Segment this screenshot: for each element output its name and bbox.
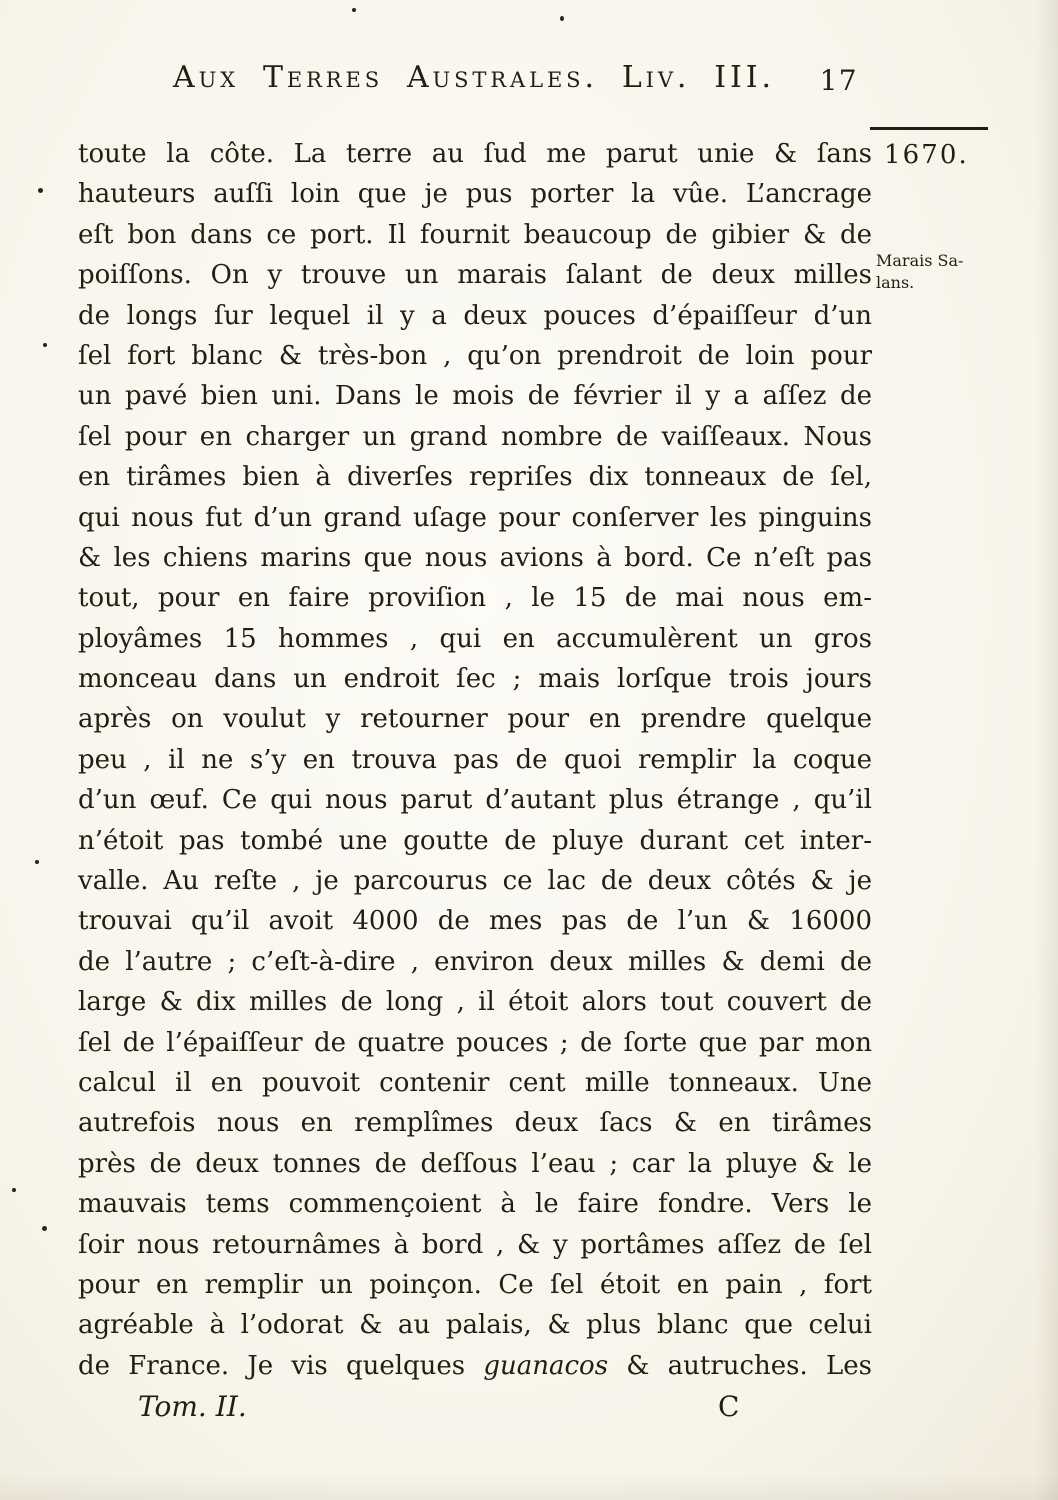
body-line: calcul il en pouvoit contenir cent mille tonneaux. Une [78, 1067, 872, 1098]
body-line: pour en remplir un poinçon. Ce ſel étoit en pain , fort [78, 1269, 872, 1300]
body-line: toute la côte. La terre au ſud me parut unie & ſans [78, 139, 872, 169]
body-line: en tirâmes bien à diverſes repriſes dix tonneaux de ſel, [78, 462, 872, 493]
sidenote-line: lans. [876, 273, 915, 292]
body-line: valle. Au reſte , je parcourus ce lac de deux côtés & je [78, 866, 872, 897]
margin-year-rule [870, 127, 988, 130]
ink-speck [42, 1226, 47, 1231]
body-line: peu , il ne s’y en trouva pas de quoi remplir la coque [78, 744, 872, 775]
body-text: de France. Je vis quelques [78, 1350, 484, 1381]
body-line: eſt bon dans ce port. Il fournit beaucoup de gibier & de [78, 219, 872, 250]
sidenote-line: Marais Sa- [876, 251, 964, 270]
body-line: large & dix milles de long , il étoit alors tout couvert de [78, 987, 872, 1018]
body-line: monceau dans un endroit ſec ; mais lorſque trois jours [78, 664, 872, 695]
page-title: Aux Terres Australes. Liv. III. [173, 60, 775, 95]
tome-label: Tom. II. [138, 1390, 247, 1423]
body-text-italic: guanacos [483, 1350, 609, 1381]
body-line: d’un œuf. Ce qui nous parut d’autant plus étrange , qu’il [78, 785, 872, 816]
body-line-last [78, 1346, 872, 1386]
body-line: poiſſons. On y trouve un marais ſalant de deux milles [78, 260, 872, 291]
body-line: de l’autre ; c’eſt-à-dire , environ deux milles & demi de [78, 946, 872, 977]
margin-sidenote [876, 250, 1006, 294]
body-line: après on voulut y retourner pour en prendre quelque [78, 704, 872, 735]
body-line: n’étoit pas tombé une goutte de pluye durant cet inter- [78, 825, 872, 856]
page-edge-shading [0, 1474, 1058, 1500]
body-line: près de deux tonnes de deſſous l’eau ; car la pluye & le [78, 1148, 872, 1179]
page-number: 17 [819, 64, 858, 97]
body-line: ſel pour en charger un grand nombre de vaiſſeaux. Nous [78, 421, 872, 452]
body-line: trouvai qu’il avoit 4000 de mes pas de l’un & 16000 [78, 906, 872, 937]
margin-year: 1670. [884, 140, 969, 170]
body-line: autrefois nous en remplîmes deux ſacs & en tirâmes [78, 1108, 872, 1139]
body-line: tout, pour en faire proviſion , le 15 de mai nous em- [78, 583, 872, 614]
body-line: qui nous fut d’un grand uſage pour conſerver les pinguins [78, 502, 872, 533]
body-line: ployâmes 15 hommes , qui en accumulèrent un gros [78, 623, 872, 654]
body-line: ſoir nous retournâmes à bord , & y portâmes aſſez de ſel [78, 1229, 872, 1260]
body-line: ſel de l’épaiſſeur de quatre pouces ; de ſorte que par mon [78, 1027, 872, 1058]
body-line: un pavé bien uni. Dans le mois de février il y a aſſez de [78, 381, 872, 412]
ink-speck [12, 1188, 16, 1192]
ink-speck [43, 343, 47, 347]
body-line: mauvais tems commençoient à le faire fondre. Vers le [78, 1189, 872, 1220]
page-footer [78, 1390, 872, 1440]
body-line: & les chiens marins que nous avions à bord. Ce n’eſt pas [78, 542, 872, 573]
ink-speck [560, 16, 564, 21]
body-line: de longs ſur lequel il y a deux pouces d’épaiſſeur d’un [78, 300, 872, 331]
body-text-block [78, 134, 872, 1386]
body-line: ſel fort blanc & très-bon , qu’on prendroit de loin pour [78, 340, 872, 371]
body-line: hauteurs auſſi loin que je pus porter la vûe. L’ancrage [78, 179, 872, 210]
ink-speck [38, 188, 43, 193]
ink-speck [35, 860, 39, 864]
running-head [78, 60, 870, 106]
signature-mark: C [718, 1390, 740, 1423]
ink-speck [352, 8, 356, 12]
body-line: agréable à l’odorat & au palais, & plus blanc que celui [78, 1310, 872, 1341]
body-text: & autruches. Les [608, 1350, 872, 1381]
page-edge-shading [1036, 0, 1058, 1500]
